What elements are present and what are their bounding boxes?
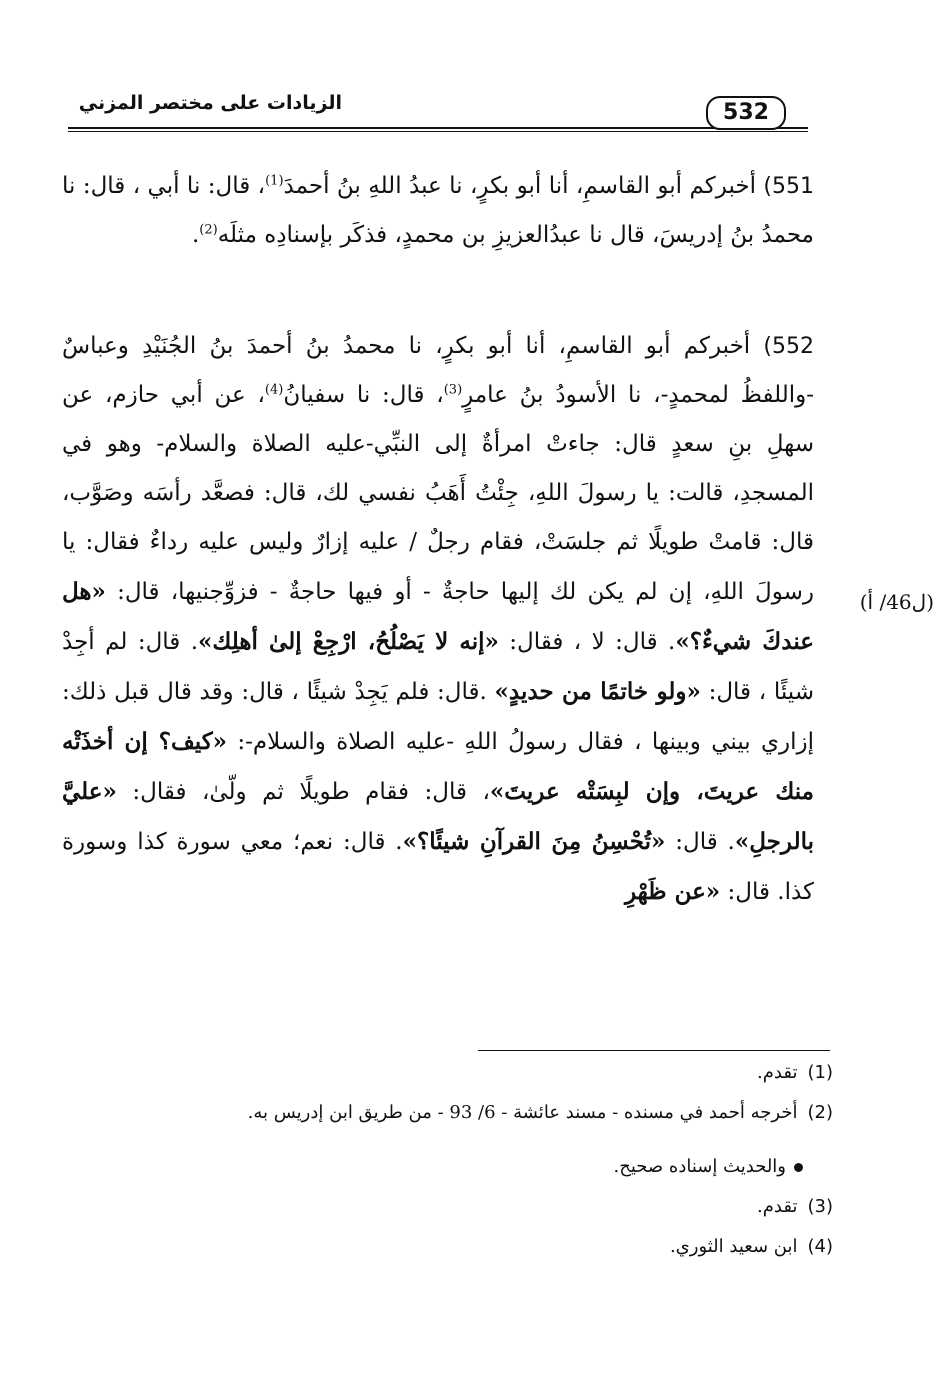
footnote-2 [248, 1102, 833, 1123]
entry-text: . قال: نعم؛ معي سورة كذا وسورة كذا. قال: [62, 829, 814, 905]
running-title: الزيادات على مختصر المزني [68, 92, 346, 114]
entry-text: أخبركم أبو القاسمِ، أنا أبو بكرٍ، نا محمدُ بنُ أحمدَ بنُ الجُنَيْدِ وعباسٌ -واللفظُ لمحمدٍ-، نا الأسودُ بنُ عامرٍ [62, 333, 815, 408]
hadith-quote: «ولو خاتمًا من حديدٍ» [494, 678, 701, 705]
footnote-ref: (4) [264, 382, 284, 398]
hadith-quote: «إنه لا يَصْلُحُ، ارْجِعْ إلىٰ أهلِك» [198, 628, 499, 655]
header-rule [68, 127, 808, 129]
hadith-quote: «عليَّ بالرجلِ» [62, 778, 814, 855]
footnote-4 [670, 1236, 833, 1257]
entry-text: . قال: لا ، فقال: [498, 629, 676, 655]
footnote-text: تقدم. [757, 1062, 798, 1083]
footnote-3 [757, 1196, 833, 1217]
header-rule-thin [68, 131, 808, 132]
entry-number: 552) [763, 334, 815, 359]
entry-text: .قال: فلم يَجِدْ شيئًا ، قال: وقد قال قبل ذلك: إزاري بيني وبينها ، فقال رسولُ اللهِ -عليه الصلاة والسلام-: [62, 679, 814, 755]
footnote-text: أخرجه أحمد في مسنده - مسند عائشة - 6/ 93 - من طريق ابن إدريس به. [247, 1102, 798, 1123]
entry-text: . قال: [665, 829, 735, 855]
entry-text: ، قال: فقام طويلًا ثم ولّىٰ، فقال: [116, 779, 490, 805]
entry-text: ، قال: نا أبي ، قال: نا محمدُ بنُ إدريسَ، قال نا عبدُالعزيزِ بن محمدٍ، فذكَر بإسنادِه مثلَه [62, 173, 814, 248]
footnote-2-note [614, 1156, 804, 1177]
hadith-entry-552 [62, 322, 814, 917]
hadith-quote: «تُحْسِنُ مِنَ القرآنِ شيئًا؟» [402, 828, 666, 855]
entry-text: ، قال: نا سفيانُ [283, 382, 444, 408]
entry-text: . قال: لم أجِدْ شيئًا ، قال: [62, 629, 814, 705]
footnote-ref: (3) [443, 382, 463, 398]
manuscript-margin-ref: (ل46/ أ) [859, 590, 934, 614]
footnote-text: ابن سعيد الثوري. [669, 1236, 798, 1257]
footnote-number: (3) [807, 1196, 833, 1217]
page-number: 532 [706, 96, 786, 130]
footnote-number: (4) [807, 1236, 833, 1257]
footnote-1 [757, 1062, 833, 1083]
entry-text: . [191, 222, 200, 248]
footnote-number: (2) [807, 1102, 833, 1123]
hadith-quote: «هل عندكَ شيءٌ؟» [62, 578, 815, 655]
hadith-quote: «كيف؟ إن أخذَتْه منك عريتَ، وإن لبِسَتْه عريتَ» [62, 728, 814, 805]
footnote-number: (1) [807, 1062, 833, 1083]
hadith-entry-551 [62, 162, 814, 260]
entry-number: 551) [763, 174, 815, 199]
entry-text: أخبركم أبو القاسمِ، أنا أبو بكرٍ، نا عبدُ اللهِ بنُ أحمدَ [283, 173, 756, 199]
footnote-text: تقدم. [757, 1196, 798, 1217]
footnote-separator [478, 1050, 830, 1051]
page-header [0, 90, 951, 130]
footnote-text: والحديث إسناده صحيح. [613, 1156, 786, 1177]
hadith-quote: «عن ظَهْرِ [624, 878, 721, 905]
footnote-ref: (2) [199, 222, 218, 238]
entry-text: ، عن أبي حازم، عن سهلِ بنِ سعدٍ قال: جاءتْ امرأةٌ إلى النبِّي-عليه الصلاة والسلام- وهو في المسجدِ، قالت: يا رسولَ اللهِ، جِئْتُ أَهَبُ نفسي لك، قال: فصعَّد رأسَه وصَوَّب، قال: قامتْ طويلًا ثم جلسَتْ، فقام رجلٌ / عليه إزارٌ وليس عليه رداءٌ فقال: يا رسولَ اللهِ، إن لم يكن لك إليها حاجةٌ - أو فيها حاجةٌ - فزوِّجنيها، قال: [62, 382, 815, 605]
footnote-ref: (1) [265, 173, 284, 189]
bullet-icon [794, 1163, 803, 1172]
